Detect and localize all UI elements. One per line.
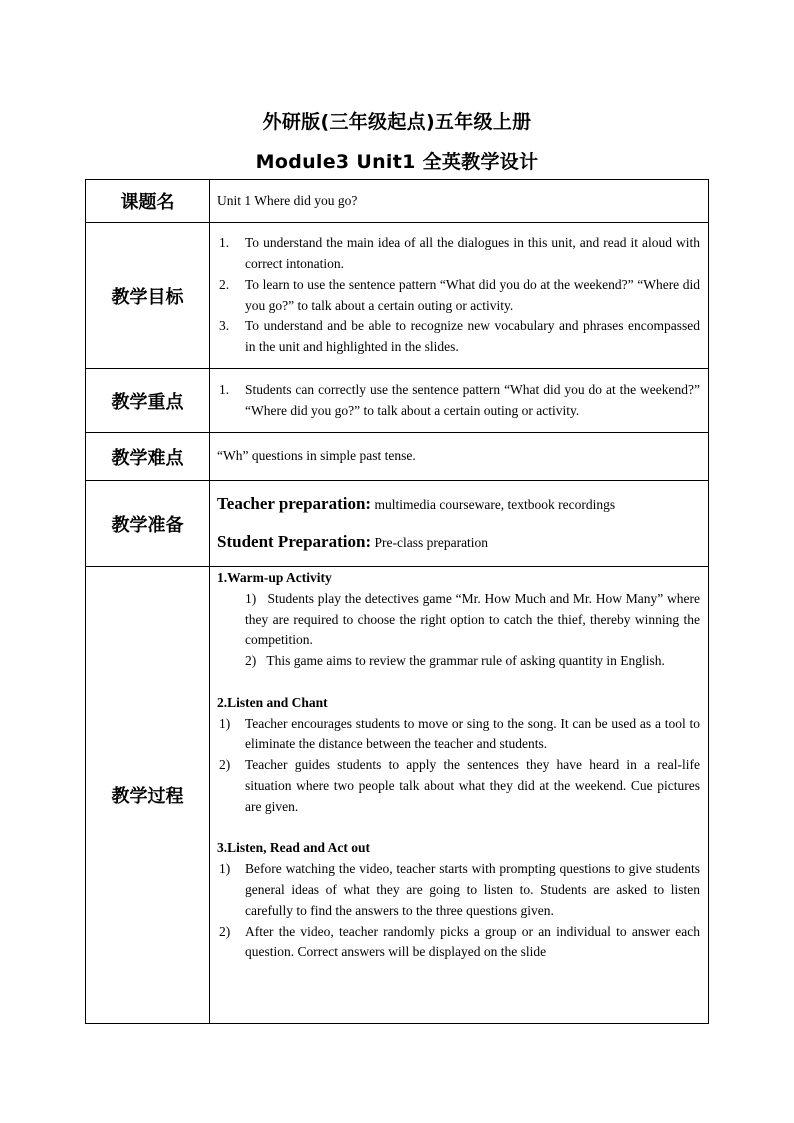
item-number: 1) — [219, 715, 231, 731]
row-label-difficulties: 教学难点 — [86, 433, 210, 481]
item-text: Teacher encourages students to move or sing to the song. It can be used as a tool to eliminate the distance between the teacher and students. — [245, 715, 700, 752]
key-points-content — [210, 369, 709, 433]
row-label-preparation: 教学准备 — [86, 481, 210, 567]
list-item — [217, 380, 700, 422]
section-heading: 1.Warm-up Activity — [217, 570, 332, 585]
difficulties-text: “Wh” questions in simple past tense. — [210, 433, 709, 481]
list-item — [217, 589, 700, 651]
item-number: 1. — [219, 381, 230, 397]
teacher-preparation — [217, 494, 700, 516]
list-item — [217, 859, 700, 921]
row-label-process: 教学过程 — [86, 567, 210, 1024]
student-preparation-heading: Student Preparation: — [217, 531, 372, 551]
item-text: This game aims to review the grammar rule of asking quantity in English. — [266, 653, 665, 669]
item-text: Before watching the video, teacher starts with prompting questions to give students general ideas of what they are going to listen to. Students are asked to listen carefully to find the answers to the three questions given. — [245, 861, 700, 918]
row-label-objectives: 教学目标 — [86, 223, 210, 369]
key-points-list — [217, 380, 700, 422]
objectives-content — [210, 223, 709, 369]
section-heading: 2.Listen and Chant — [217, 694, 328, 710]
list-item — [217, 755, 700, 817]
item-text: Students can correctly use the sentence pattern “What did you do at the weekend?” “Where did you go?” to talk about a certain outing or activity. — [245, 381, 700, 418]
list-item — [217, 922, 700, 964]
item-number: 3. — [219, 318, 230, 334]
item-text: Teacher guides students to apply the sentences they have heard in a real-life situation where two people talk about what they did at the weekend. Cue pictures are given. — [245, 757, 700, 814]
item-number: 2) — [219, 923, 231, 939]
row-difficulties — [86, 433, 709, 481]
list-item — [217, 233, 700, 275]
item-text: After the video, teacher randomly picks a group or an individual to answer each question. Correct answers will be displayed on the slide — [245, 923, 700, 960]
student-preparation — [217, 532, 700, 554]
teacher-preparation-heading: Teacher preparation: — [217, 493, 372, 513]
process-content — [210, 567, 709, 1024]
row-preparation — [86, 481, 709, 567]
document-title: 外研版(三年级起点)五年级上册 — [262, 111, 532, 133]
list-item — [217, 651, 700, 672]
teacher-preparation-text: multimedia courseware, textbook recordings — [374, 496, 616, 512]
section-heading: 3.Listen, Read and Act out — [217, 840, 371, 856]
row-process — [86, 567, 709, 1024]
row-label-topic: 课题名 — [86, 180, 210, 223]
objectives-list — [217, 233, 700, 358]
student-preparation-text: Pre-class preparation — [374, 534, 489, 550]
document-subtitle: Module3 Unit1 全英教学设计 — [255, 151, 539, 173]
item-number: 1. — [219, 235, 230, 251]
spacer — [217, 672, 700, 693]
row-topic — [86, 180, 709, 223]
spacer — [217, 818, 700, 839]
topic-text: Unit 1 Where did you go? — [210, 180, 709, 223]
item-number: 2) — [219, 757, 231, 773]
item-text: To learn to use the sentence pattern “What did you do at the weekend?” “Where did you go?” to talk about a certain outing or activity. — [245, 276, 700, 313]
lesson-plan-table — [85, 179, 709, 1024]
row-key-points — [86, 369, 709, 433]
item-number: 1) — [219, 861, 231, 877]
item-number: 2. — [219, 276, 230, 292]
row-label-key-points: 教学重点 — [86, 369, 210, 433]
item-text: To understand the main idea of all the dialogues in this unit, and read it aloud with correct intonation. — [245, 235, 700, 271]
item-number: 1) — [245, 590, 257, 606]
list-item — [217, 316, 700, 358]
list-item — [217, 275, 700, 317]
item-number: 2) — [245, 653, 257, 669]
item-text: To understand and be able to recognize new vocabulary and phrases encompassed in the unit and highlighted in the slides. — [245, 318, 700, 355]
row-objectives — [86, 223, 709, 369]
list-item — [217, 714, 700, 756]
item-text: Students play the detectives game “Mr. How Much and Mr. How Many” where they are required to choose the right option to catch the thief, thereby winning the competition. — [245, 590, 700, 648]
preparation-content — [210, 481, 709, 567]
